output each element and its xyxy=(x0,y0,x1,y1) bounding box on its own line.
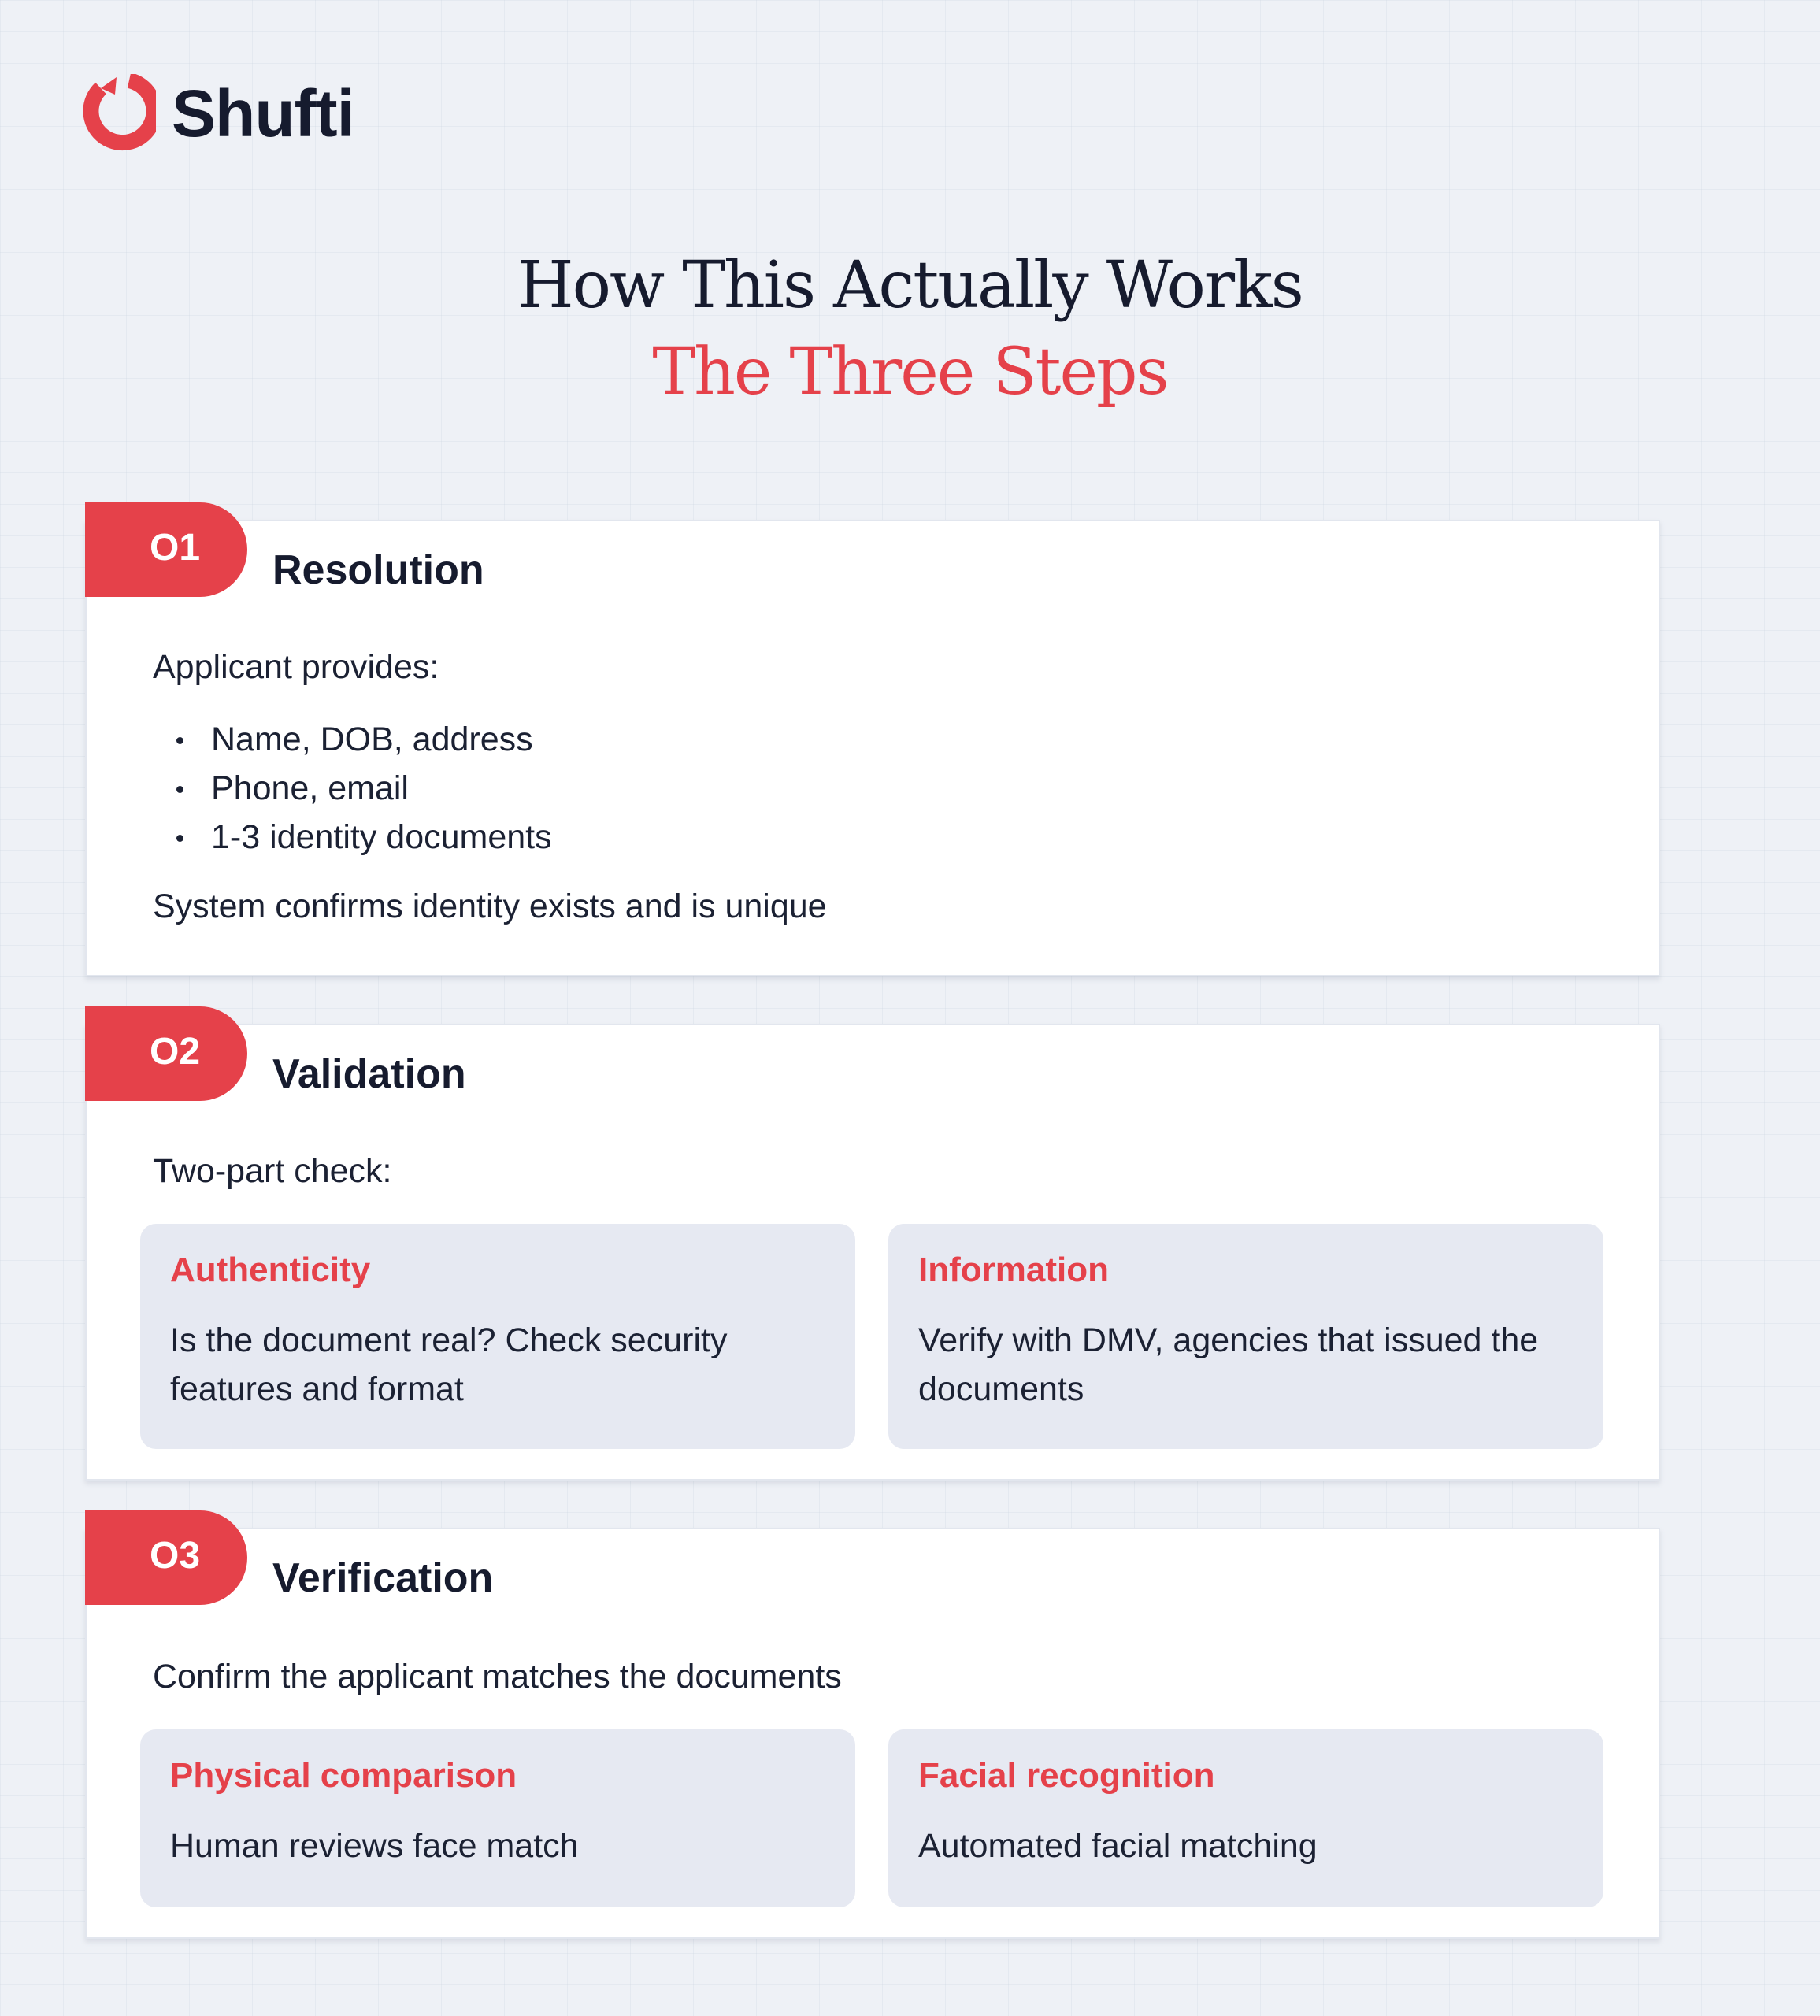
brand-name: Shufti xyxy=(172,76,354,150)
check-box-physical-comparison xyxy=(140,1729,855,1907)
step-card-validation xyxy=(85,1024,1660,1480)
check-text: Verify with DMV, agencies that issued the documents xyxy=(918,1321,1539,1409)
step-title: Resolution xyxy=(272,547,484,593)
step-card-resolution xyxy=(85,520,1660,976)
step-title: Verification xyxy=(272,1555,494,1601)
step-title: Validation xyxy=(272,1051,466,1097)
bullet-list xyxy=(173,715,552,862)
list-item: 1-3 identity documents xyxy=(173,813,552,862)
check-box-information xyxy=(888,1224,1603,1449)
page-subtitle: The Three Steps xyxy=(652,335,1168,410)
check-box-authenticity xyxy=(140,1224,855,1449)
step-intro: Applicant provides: xyxy=(153,648,439,686)
page-title: How This Actually Works xyxy=(517,248,1303,323)
step-intro: Two-part check: xyxy=(153,1152,392,1190)
list-item: Phone, email xyxy=(173,764,552,813)
step-number-badge: O2 xyxy=(85,1006,247,1101)
step-number-badge: O1 xyxy=(85,502,247,597)
check-box-facial-recognition xyxy=(888,1729,1603,1907)
check-text: Human reviews face match xyxy=(170,1827,579,1866)
step-number-badge: O3 xyxy=(85,1510,247,1605)
check-text: Is the document real? Check security features and format xyxy=(170,1321,728,1409)
list-item: Name, DOB, address xyxy=(173,715,552,764)
check-title: Facial recognition xyxy=(918,1756,1215,1795)
check-title: Physical comparison xyxy=(170,1756,517,1795)
check-title: Authenticity xyxy=(170,1251,371,1289)
step-card-verification xyxy=(85,1528,1660,1939)
brand-logo xyxy=(83,74,354,153)
check-text: Automated facial matching xyxy=(918,1827,1318,1866)
ring-logo-icon xyxy=(83,74,156,153)
check-title: Information xyxy=(918,1251,1109,1289)
step-intro: Confirm the applicant matches the documents xyxy=(153,1658,842,1695)
step-outro: System confirms identity exists and is unique xyxy=(153,888,827,925)
